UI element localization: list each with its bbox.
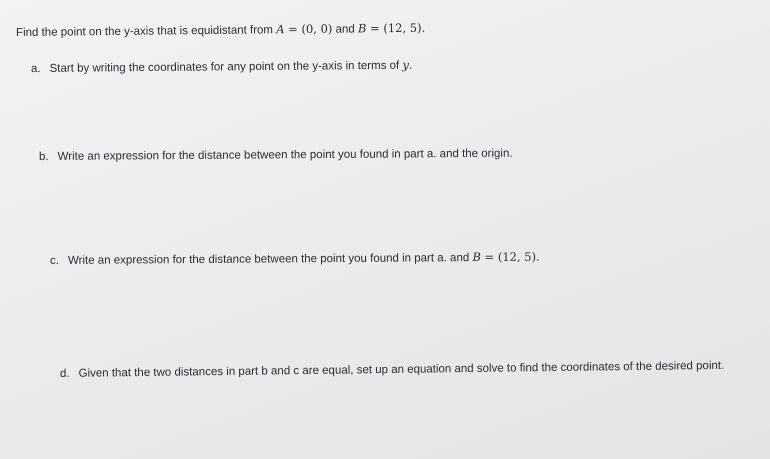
part-c-point-label: B bbox=[472, 249, 481, 265]
part-a-variable: y bbox=[402, 57, 409, 72]
equals-sign: = bbox=[284, 22, 302, 37]
point-b-label: B bbox=[357, 21, 367, 36]
point-a-label: A bbox=[276, 22, 285, 37]
part-d-text: Given that the two distances in part b and c are equal, set up an equation and solve to find the coordinates of the desired point. bbox=[78, 359, 725, 380]
part-b bbox=[39, 148, 513, 163]
part-d-letter: d. bbox=[59, 367, 70, 380]
part-b-text: Write an expression for the distance between the point you found in part a. and the origin. bbox=[57, 147, 513, 163]
part-c-letter: c. bbox=[49, 254, 60, 267]
point-b-coords: (12, 5). bbox=[383, 20, 426, 36]
part-a bbox=[31, 58, 412, 75]
part-a-text: Start by writing the coordinates for any point on the y-axis in terms of bbox=[49, 59, 403, 75]
part-a-period: . bbox=[408, 59, 413, 72]
part-c-coords: (12, 5). bbox=[497, 249, 540, 264]
part-b-letter: b. bbox=[38, 150, 49, 163]
part-c-text: Write an expression for the distance between the point you found in part a. and bbox=[67, 252, 473, 267]
part-d bbox=[60, 360, 724, 380]
part-c bbox=[50, 250, 540, 267]
part-a-letter: a. bbox=[30, 62, 41, 75]
equals-sign: = bbox=[366, 21, 384, 36]
problem-prompt bbox=[16, 21, 425, 39]
and-text: and bbox=[332, 23, 358, 36]
equals-sign: = bbox=[480, 249, 498, 264]
prompt-text: Find the point on the y-axis that is equidistant from bbox=[15, 24, 277, 39]
point-a-coords: (0, 0) bbox=[301, 21, 333, 37]
